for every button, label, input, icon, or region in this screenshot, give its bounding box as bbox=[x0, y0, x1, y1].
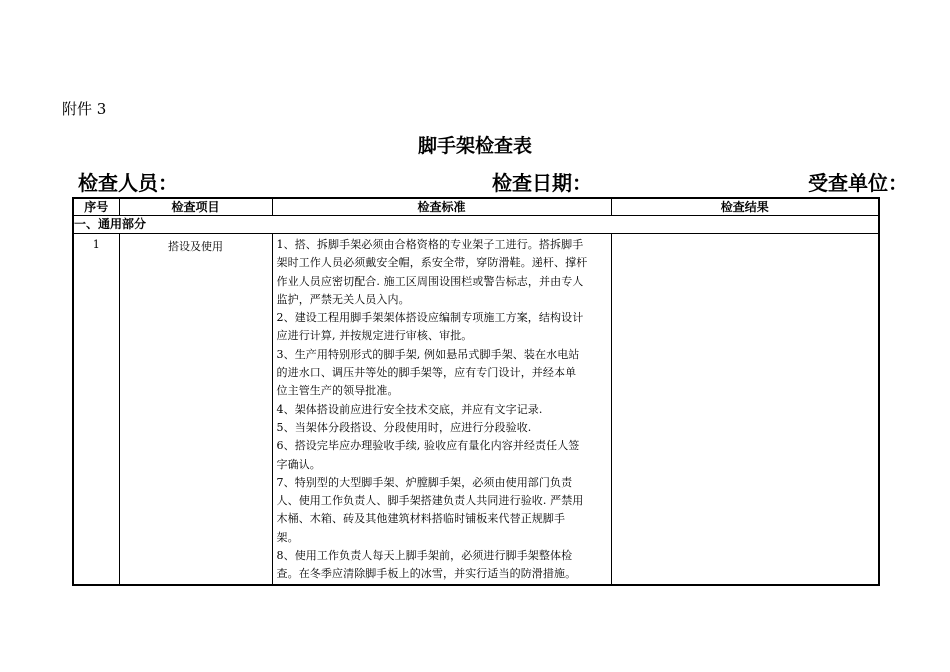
standard-line: 位主管生产的领导批准。 bbox=[276, 384, 399, 398]
standard-line: 2、建设工程用脚手架架体搭设应编制专项施工方案，结构设计 bbox=[276, 311, 584, 325]
table-row bbox=[73, 234, 879, 585]
table-header-row bbox=[73, 198, 879, 216]
standard-line: 监护，严禁无关人员入内。 bbox=[276, 292, 410, 306]
standard-line: 应进行计算, 并按规定进行审核、审批。 bbox=[276, 329, 473, 343]
row-number: 1 bbox=[73, 234, 119, 585]
standard-line: 作业人员应密切配合. 施工区周围设围栏或警告标志，并由专人 bbox=[276, 274, 584, 288]
header-item: 检查项目 bbox=[119, 198, 272, 216]
standard-line: 架。 bbox=[276, 530, 299, 544]
attachment-label: 附件 3 bbox=[62, 100, 107, 118]
standard-line: 架时工作人员必须戴安全帽，系安全带，穿防滑鞋。递杆、撑杆 bbox=[276, 256, 588, 270]
standard-line: 的进水口、调压井等处的脚手架等，应有专门设计，并经本单 bbox=[276, 366, 577, 380]
inspection-fields bbox=[78, 167, 948, 193]
inspector-field-label: 检查人员： bbox=[78, 171, 178, 195]
header-no: 序号 bbox=[73, 198, 119, 216]
inspection-table bbox=[72, 197, 880, 586]
document-title: 脚手架检查表 bbox=[417, 135, 532, 157]
header-result: 检查结果 bbox=[611, 198, 879, 216]
standard-line: 3、生产用特别形式的脚手架, 例如悬吊式脚手架、装在水电站 bbox=[276, 347, 580, 361]
standard-line: 7、特别型的大型脚手架、炉膛脚手架，必须由使用部门负责 bbox=[276, 475, 573, 489]
standard-line: 6、搭设完毕应办理验收手续, 验收应有量化内容并经责任人签 bbox=[276, 439, 580, 453]
section-title: 一、通用部分 bbox=[73, 216, 879, 234]
row-result[interactable] bbox=[611, 234, 879, 585]
standard-line: 4、架体搭设前应进行安全技术交底，并应有文字记录. bbox=[276, 402, 543, 416]
section-row bbox=[73, 216, 879, 234]
standard-line: 8、使用工作负责人每天上脚手架前，必须进行脚手架整体检 bbox=[276, 549, 573, 563]
date-field-label: 检查日期： bbox=[492, 171, 592, 195]
standard-line: 5、当架体分段搭设、分段使用时，应进行分段验收. bbox=[276, 420, 532, 434]
standard-line: 字确认。 bbox=[276, 457, 321, 471]
standard-line: 人、使用工作负责人、脚手架搭建负责人共同进行验收. 严禁用 bbox=[276, 494, 584, 508]
standard-line: 1、搭、拆脚手架必须由合格资格的专业架子工进行。搭拆脚手 bbox=[276, 238, 584, 251]
unit-field-label: 受查单位： bbox=[808, 171, 908, 195]
header-standard: 检查标准 bbox=[272, 198, 611, 216]
row-item: 搭设及使用 bbox=[119, 234, 272, 585]
standard-line: 木桶、木箱、砖及其他建筑材料搭临时铺板来代替正规脚手 bbox=[276, 512, 566, 526]
row-standard bbox=[272, 234, 611, 585]
standard-line: 查。在冬季应清除脚手板上的冰雪，并实行适当的防滑措施。 bbox=[276, 567, 577, 581]
